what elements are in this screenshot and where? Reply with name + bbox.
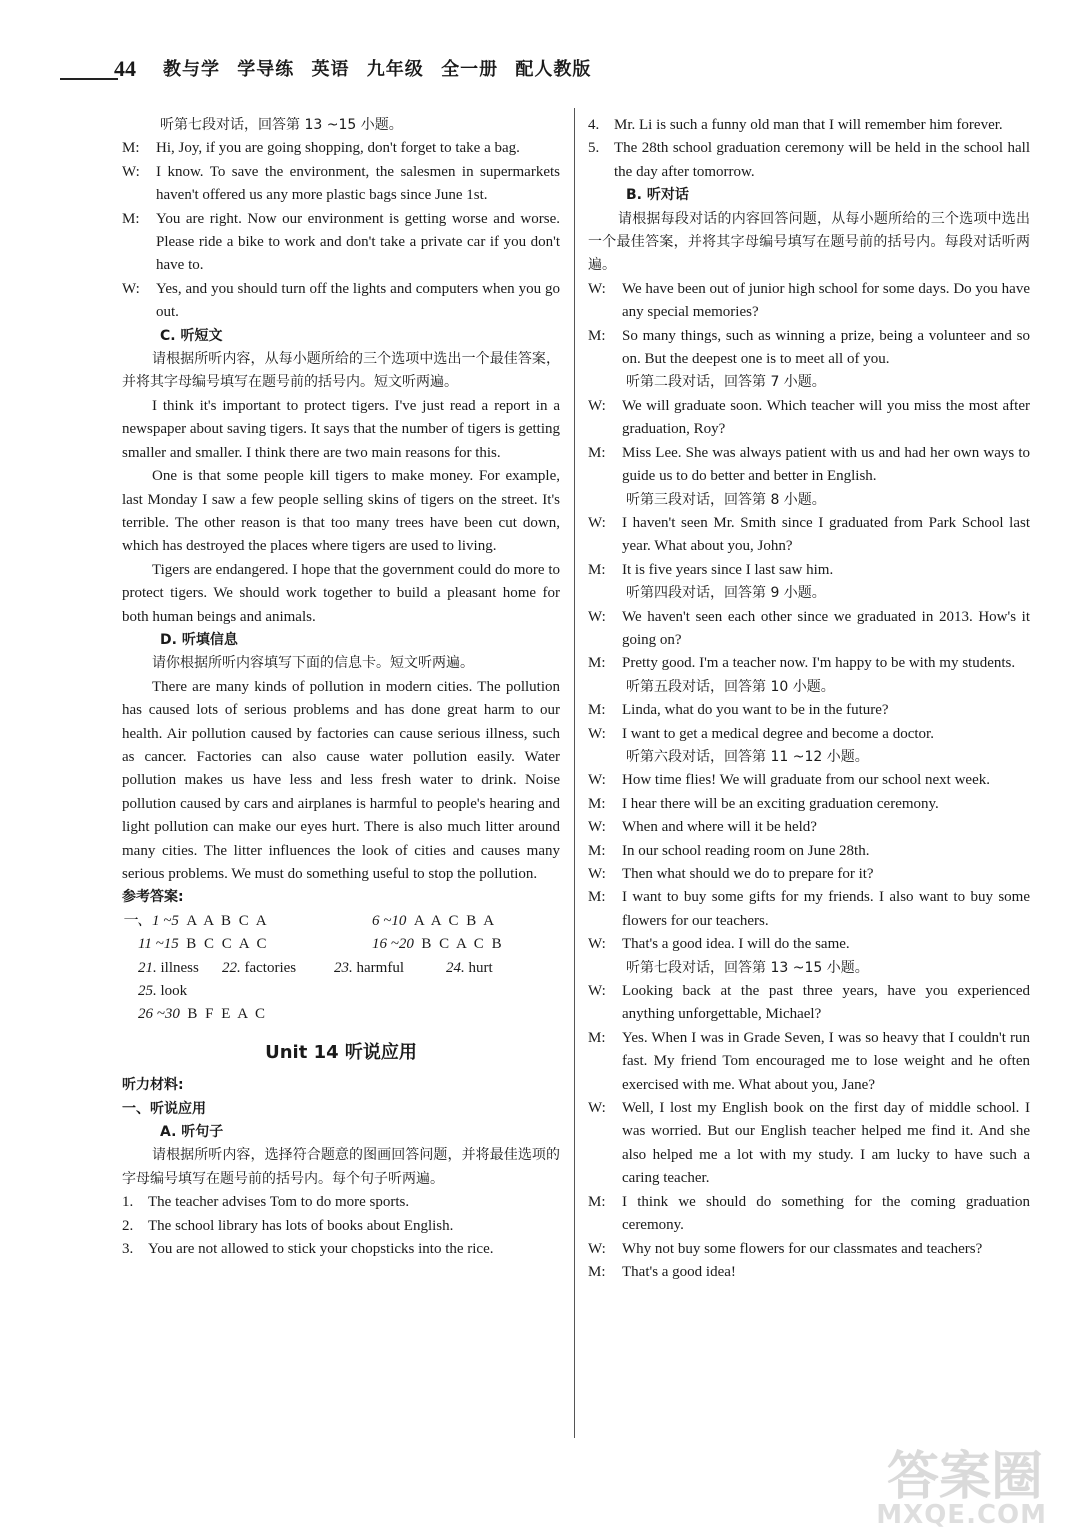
speaker: W: [588,280,606,297]
dialogue-line [588,699,1030,722]
item-text: The school library has lots of books about English. [148,1217,454,1234]
dialogue-line [588,793,1030,816]
line-text: Why not buy some flowers for our classmates and teachers? [622,1240,983,1257]
item-text: The teacher advises Tom to do more sports. [148,1194,410,1211]
passage-paragraph: I think it's important to protect tigers. I've just read a report in a newspaper about saving tigers. It says that the number of tigers is getting smaller and smaller. I think there are two main reasons for this. [122,397,560,461]
dialogue-line [588,1191,1030,1238]
answer-values: B C C A C [186,936,269,953]
line-text: We will graduate soon. Which teacher will you miss the most after graduation, Roy? [622,397,1030,438]
speaker: M: [588,1263,606,1280]
answer-word: look [160,983,188,1000]
speaker: W: [588,936,606,953]
sentence-item [122,1238,560,1261]
part-title: 一、听说应用 [122,1100,206,1117]
dialogue-line [588,278,1030,325]
dialogue-line [588,816,1030,839]
line-text: That's a good idea. I will do the same. [622,936,850,953]
line-text: I hear there will be an exciting graduation ceremony. [622,795,939,812]
instruction: 听第二段对话，回答第 7 小题。 [626,374,826,391]
line-text: Yes, and you should turn off the lights and computers when you go out. [156,280,560,321]
materials-label: 听力材料: [122,1077,184,1094]
speaker: M: [588,444,606,461]
speaker: W: [588,397,606,414]
answer-row [122,980,560,1003]
line-text: So many things, such as winning a prize, being a volunteer and so on. But the deepest one is to meet all of you. [622,327,1030,368]
line-text: We haven't seen each other since we graduated in 2013. How's it going on? [622,608,1030,648]
answer-row [122,933,560,956]
speaker: M: [588,702,606,719]
section-title: B. 听对话 [626,187,689,204]
dialogue-7 [122,137,560,324]
instruction: 请根据每段对话的内容回答问题，从每小题所给的三个选项中选出一个最佳答案，并将其字母编号填写在题号前的括号内。每段对话听两遍。 [588,210,1030,274]
line-text: It is five years since I last saw him. [622,561,834,578]
item-number: 5. [588,140,600,157]
speaker: W: [588,725,606,742]
line-text: When and where will it be held? [622,819,817,836]
speaker: W: [122,280,140,297]
section-title: C. 听短文 [160,327,223,344]
line-text: Well, I lost my English book on the first day of middle school. I was worried. But our English teacher helped me find it. And she also helped me a lot with my study. I am lucky to have such a caring teacher. [622,1100,1030,1187]
speaker: M: [588,1193,606,1210]
answer-range: 26 ~30 [138,1006,180,1023]
dialogue-line [588,723,1030,746]
answer-row [122,910,560,933]
speaker: W: [588,866,606,882]
book-title: 教与学 学导练 英语 九年级 全一册 配人教版 [163,59,592,80]
page-number: 44 [114,56,136,81]
speaker: M: [588,655,606,672]
answer-row [122,1003,560,1026]
speaker: M: [122,210,140,227]
line-text: We have been out of junior high school for some days. Do you have any special memories? [622,280,1030,321]
answers-title: 参考答案: [122,889,184,906]
speaker: M: [588,889,606,906]
answer-values: B C A C B [421,936,504,953]
line-text: I haven't seen Mr. Smith since I graduated from Park School last year. What about you, John? [622,514,1030,555]
sentence-item [588,137,1030,184]
answer-values: B F E A C [187,1006,268,1023]
answer-range: 一、1 ~5 [122,912,179,929]
instruction: 听第六段对话，回答第 11 ~12 小题。 [626,748,869,765]
item-text: You are not allowed to stick your chopsticks into the rice. [148,1241,494,1258]
line-text: Linda, what do you want to be in the future? [622,702,889,719]
answer-number: 21. [138,959,157,976]
watermark-logo: 答案圈 [886,1447,1043,1507]
passage-paragraph: One is that some people kill tigers to make money. For example, last Monday I saw a few people selling skins of tigers on the street. It's terrible. The other reason is that too many trees have been cut down, which has destroyed the places where tigers are used to living. [122,468,560,555]
sentence-item [588,114,1030,137]
speaker: W: [588,983,606,1000]
answer-word: harmful [356,959,404,976]
answer-number: 25. [138,983,157,1000]
page-header [60,44,1020,84]
dialogue-line [588,512,1030,559]
answer-word: illness [160,959,199,976]
dialogue-line [588,606,1030,653]
passage-paragraph: There are many kinds of pollution in modern cities. The pollution has caused lots of serious problems and has done great harm to our health. Air pollution caused by factories can cause serious illness, such as cancer. Factories can also cause water pollution easily. Water pollution makes us have less and less fresh water to drink. Noise pollution caused by cars and airplanes is harmful to people's hearing and light pollution can make our eyes hurt. There is also much litter around many cities. The litter influences the look of cities and causes many serious problems. We must do something useful to stop the pollution. [122,678,560,882]
answer-range: 11 ~15 [138,936,179,953]
answer-number: 23. [334,959,353,976]
answer-word: hurt [468,959,493,976]
dialogue-line [588,933,1030,956]
speaker: W: [122,163,140,180]
line-text: Hi, Joy, if you are going shopping, don't forget to take a bag. [156,140,520,157]
speaker: W: [588,1100,606,1117]
dialogue-line [588,1097,1030,1191]
instruction: 听第三段对话，回答第 8 小题。 [626,491,826,508]
dialogue-line [122,278,560,325]
line-text: That's a good idea! [622,1263,736,1280]
speaker: W: [588,772,606,789]
dialogue-line [588,840,1030,863]
line-text: I know. To save the environment, the salesmen in supermarkets haven't offered us any more plastic bags since June 1st. [156,163,560,204]
line-text: You are right. Now our environment is getting worse and worse. Please ride a bike to work and don't take a private car if you don't have to. [156,210,560,274]
column-divider [574,108,575,1438]
section-title: A. 听句子 [160,1124,224,1141]
line-text: I want to buy some gifts for my friends. I also want to buy some flowers for our teachers. [622,889,1030,929]
header-rule [60,78,118,80]
instruction: 听第七段对话，回答第 13 ~15 小题。 [626,959,869,976]
line-text: Yes. When I was in Grade Seven, I was so heavy that I couldn't run fast. My friend Tom encouraged me to lose weight and he often exercised with me. What about you, Jane? [622,1029,1030,1093]
speaker: M: [588,561,606,578]
dialogue-line [588,980,1030,1027]
instruction: 听第五段对话，回答第 10 小题。 [626,678,835,695]
line-text: Looking back at the past three years, have you experienced anything unforgettable, Michael? [622,983,1030,1023]
item-text: The 28th school graduation ceremony will be held in the school hall the day after tomorrow. [614,140,1030,180]
item-number: 1. [122,1194,134,1211]
answer-values: A A C B A [413,912,497,929]
dialogue-line [588,863,1030,886]
dialogue-line [588,1238,1030,1261]
instruction: 请根据所听内容，从每小题所给的三个选项中选出一个最佳答案，并将其字母编号填写在题号前的括号内。短文听两遍。 [122,351,560,391]
sentence-item [122,1191,560,1214]
answer-values: A A B C A [186,912,269,929]
left-column [122,114,560,1262]
answer-number: 22. [222,959,241,976]
speaker: W: [588,514,606,531]
answer-number: 24. [446,959,465,976]
passage-paragraph: Tigers are endangered. I hope that the government could do more to protect tigers. We should work together to build a pleasant home for both human beings and animals. [122,561,560,625]
speaker: W: [588,1240,606,1257]
sentence-item [122,1215,560,1238]
item-number: 3. [122,1241,134,1258]
watermark-url: MXQE.COM [876,1500,1047,1530]
dialogue-line [588,1261,1030,1284]
dialogue-line [588,1027,1030,1097]
speaker: M: [588,1029,606,1046]
dialogue-line [588,559,1030,582]
dialogue-line [588,769,1030,792]
dialogue-line [588,442,1030,489]
speaker: M: [588,327,606,344]
unit-title: Unit 14 听说应用 [265,1041,417,1063]
dialogue-line [122,137,560,160]
right-column [588,114,1030,1284]
answer-word: factories [244,959,297,976]
line-text: How time flies! We will graduate from our school next week. [622,772,990,789]
speaker: M: [588,795,606,812]
dialogue-line [588,395,1030,442]
answer-row [122,957,560,980]
dialogue-line [588,886,1030,933]
answer-key [122,910,560,1027]
speaker: W: [588,608,606,625]
line-text: Pretty good. I'm a teacher now. I'm happy to be with my students. [622,655,1016,672]
speaker: W: [588,819,606,836]
line-text: I think we should do something for the coming graduation ceremony. [622,1193,1030,1234]
answer-range: 6 ~10 [372,912,407,929]
speaker: M: [122,140,140,157]
instruction: 听第四段对话，回答第 9 小题。 [626,585,826,602]
instruction: 听第七段对话，回答第 13 ~15 小题。 [160,117,403,133]
line-text: I want to get a medical degree and become a doctor. [622,725,934,742]
site-watermark [873,1434,1053,1530]
line-text: In our school reading room on June 28th. [622,842,870,859]
answer-range: 16 ~20 [372,936,414,953]
section-title: D. 听填信息 [160,631,238,648]
item-text: Mr. Li is such a funny old man that I will remember him forever. [614,117,1003,133]
item-number: 2. [122,1217,134,1234]
dialogue-line [122,161,560,208]
dialogue-line [588,652,1030,675]
line-text: Miss Lee. She was always patient with us and had her own ways to guide us to do better and better in English. [622,444,1030,485]
speaker: M: [588,842,606,859]
item-number: 4. [588,117,600,133]
dialogue-line [588,325,1030,372]
instruction: 请你根据所听内容填写下面的信息卡。短文听两遍。 [152,655,474,672]
instruction: 请根据所听内容，选择符合题意的图画回答问题，并将最佳选项的字母编号填写在题号前的括号内。每个句子听两遍。 [122,1147,560,1187]
dialogue-line [122,208,560,278]
line-text: Then what should we do to prepare for it? [622,866,874,882]
